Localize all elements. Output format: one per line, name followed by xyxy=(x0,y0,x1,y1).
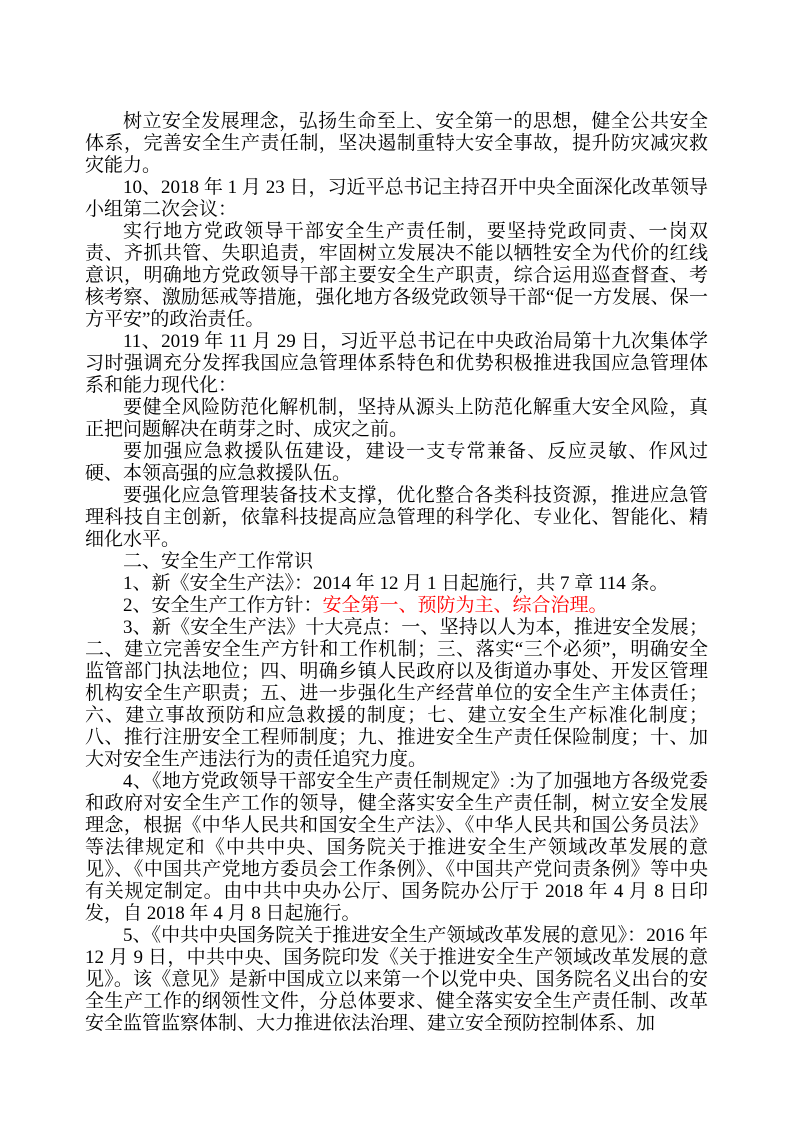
paragraph-item-11-study-session: 11、2019 年 11 月 29 日，习近平总书记在中央政治局第十九次集体学习时强调充分发挥我国应急管理体系特色和优势积极推进我国应急管理体系和能力现代化： xyxy=(85,331,708,396)
paragraph-risk-prevention: 要健全风险防范化解机制，坚持从源头上防范化解重大安全风险，真正把问题解决在萌芽之时、成灾之前。 xyxy=(85,397,708,440)
work-policy-highlight: 安全第一、预防为主、综合治理。 xyxy=(322,595,608,616)
paragraph-rescue-team-building: 要加强应急救援队伍建设，建设一支专常兼备、反应灵敏、作风过硬、本领高强的应急救援队伍。 xyxy=(85,441,708,484)
paragraph-item-4-responsibility-regulation: 4、《地方党政领导干部安全生产责任制规定》:为了加强地方各级党委和政府对安全生产工作的领导，健全落实安全生产责任制，树立安全发展理念，根据《中华人民共和国安全生产法》、《中华人民共和国公务员法》等法律规定和《中共中央、国务院关于推进安全生产领域改革发展的意见》、《中国共产党地方委员会工作条例》、《中国共产党问责条例》等中央有关规定制定。由中共中央办公厅、国务院办公厅于 2018 年 4 月 8 日印发，自 2018 年 4 月 8 日起施行。 xyxy=(85,771,708,924)
paragraph-item-5-reform-opinion: 5、《中共中央国务院关于推进安全生产领域改革发展的意见》：2016 年 12 月 9 日，中共中央、国务院印发《关于推进安全生产领域改革发展的意见》。该《意见》是新中国成立以来第一个以党中央、国务院名义出台的安全生产工作的纲领性文件，分总体要求、健全落实安全生产责任制、改革安全监管监察体制、大力推进依法治理、建立安全预防控制体系、加 xyxy=(85,925,708,1034)
paragraph-safety-development-concept: 树立安全发展理念，弘扬生命至上、安全第一的思想，健全公共安全体系，完善安全生产责任制，坚决遏制重特大安全事故，提升防灾减灾救灾能力。 xyxy=(85,111,708,176)
paragraph-item-1-safety-law: 1、新《安全生产法》：2014 年 12 月 1 日起施行，共 7 章 114 条。 xyxy=(123,573,669,594)
paragraph-item-10-meeting: 10、2018 年 1 月 23 日，习近平总书记主持召开中央全面深化改革领导小组第二次会议： xyxy=(85,177,708,220)
document-body xyxy=(85,111,708,1035)
section-heading-work-knowledge: 二、安全生产工作常识 xyxy=(123,551,314,572)
paragraph-tech-support: 要强化应急管理装备技术支撑，优化整合各类科技资源，推进应急管理科技自主创新，依靠科技提高应急管理的科学化、专业化、智能化、精细化水平。 xyxy=(85,485,708,550)
work-policy-label: 2、安全生产工作方针： xyxy=(123,595,323,616)
paragraph-item-2-work-policy xyxy=(85,595,708,617)
paragraph-item-3-ten-highlights: 3、新《安全生产法》十大亮点：一、坚持以人为本，推进安全发展；二、建立完善安全生产方针和工作机制；三、落实“三个必须”，明确安全监管部门执法地位；四、明确乡镇人民政府以及街道办事处、开发区管理机构安全生产职责；五、进一步强化生产经营单位的安全生产主体责任；六、建立事故预防和应急救援的制度；七、建立安全生产标准化制度；八、推行注册安全工程师制度；九、推进安全生产责任保险制度；十、加大对安全生产违法行为的责任追究力度。 xyxy=(85,617,708,770)
paragraph-item-10-detail: 实行地方党政领导干部安全生产责任制，要坚持党政同责、一岗双责、齐抓共管、失职追责，牢固树立发展决不能以牺牲安全为代价的红线意识，明确地方党政领导干部主要安全生产职责，综合运用巡查督查、考核考察、激励惩戒等措施，强化地方各级党政领导干部“促一方发展、保一方平安”的政治责任。 xyxy=(85,221,708,330)
